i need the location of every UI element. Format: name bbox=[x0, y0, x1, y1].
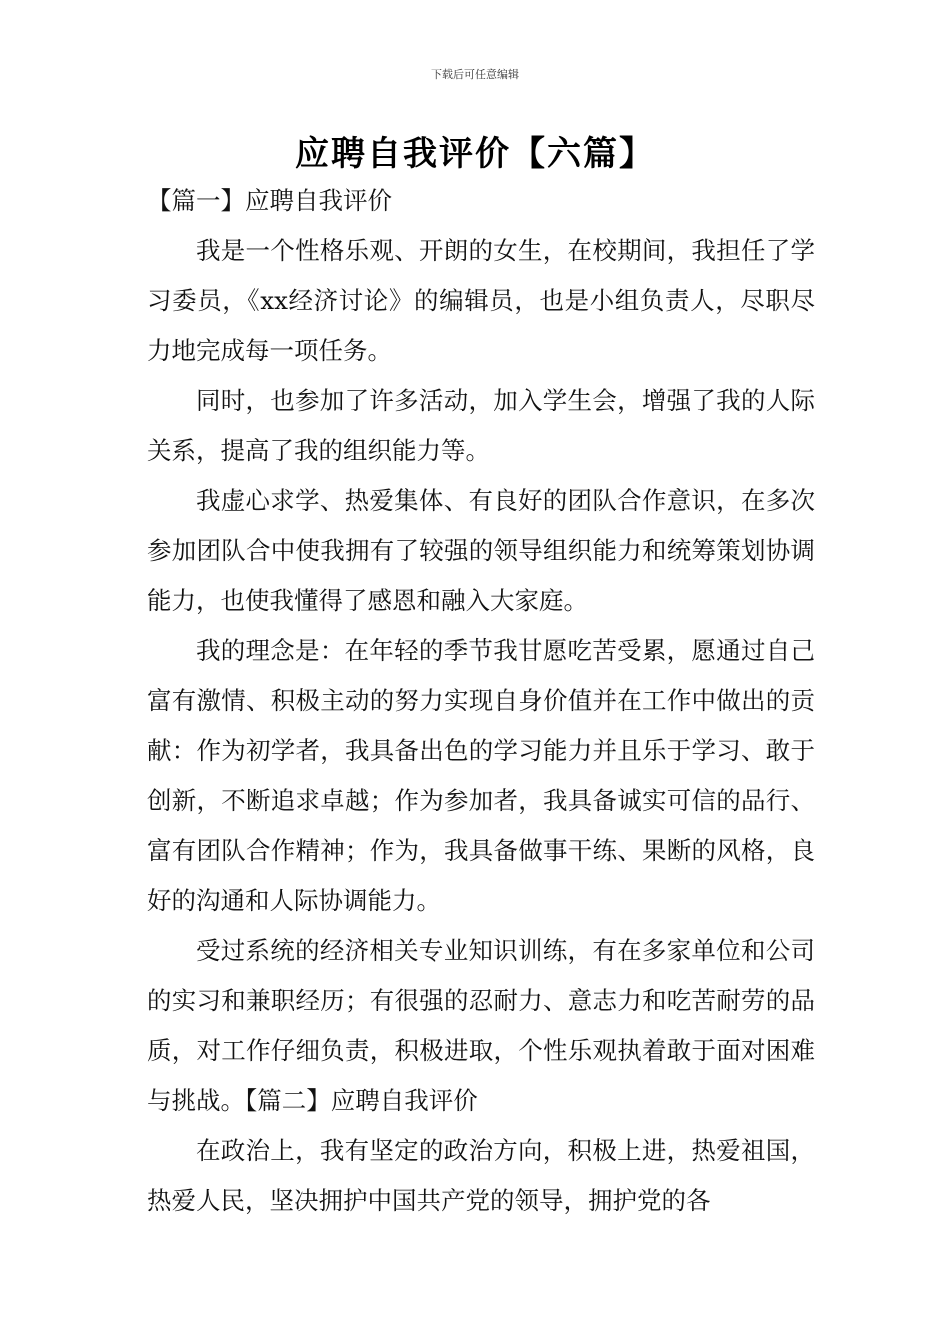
paragraph: 在政治上，我有坚定的政治方向，积极上进，热爱祖国，热爱人民，坚决拥护中国共产党的领导，拥护党的各 bbox=[147, 1136, 815, 1215]
document-title: 应聘自我评价【六篇】 bbox=[295, 134, 655, 174]
paragraph: 我虚心求学、热爱集体、有良好的团队合作意识，在多次参加团队合中使我拥有了较强的领导组织能力和统筹策划协调能力，也使我懂得了感恩和融入大家庭。 bbox=[147, 486, 815, 615]
paragraph: 受过系统的经济相关专业知识训练，有在多家单位和公司的实习和兼职经历；有很强的忍耐力、意志力和吃苦耐劳的品质，对工作仔细负责，积极进取，个性乐观执着敢于面对困难与挑战。【篇二】应聘自我评价 bbox=[147, 936, 815, 1115]
section-heading: 【篇一】应聘自我评价 bbox=[147, 186, 392, 215]
paragraph: 同时，也参加了许多活动，加入学生会，增强了我的人际关系，提高了我的组织能力等。 bbox=[147, 386, 815, 465]
header-note: 下载后可任意编辑 bbox=[431, 68, 519, 81]
paragraph: 我的理念是：在年轻的季节我甘愿吃苦受累，愿通过自己富有激情、积极主动的努力实现自身价值并在工作中做出的贡献：作为初学者，我具备出色的学习能力并且乐于学习、敢于创新，不断追求卓越；作为参加者，我具备诚实可信的品行、富有团队合作精神；作为，我具备做事干练、果断的风格，良好的沟通和人际协调能力。 bbox=[147, 636, 815, 915]
paragraph: 我是一个性格乐观、开朗的女生，在校期间，我担任了学习委员，《xx经济讨论》的编辑员，也是小组负责人，尽职尽力地完成每一项任务。 bbox=[147, 236, 815, 365]
document-body bbox=[147, 176, 815, 1226]
